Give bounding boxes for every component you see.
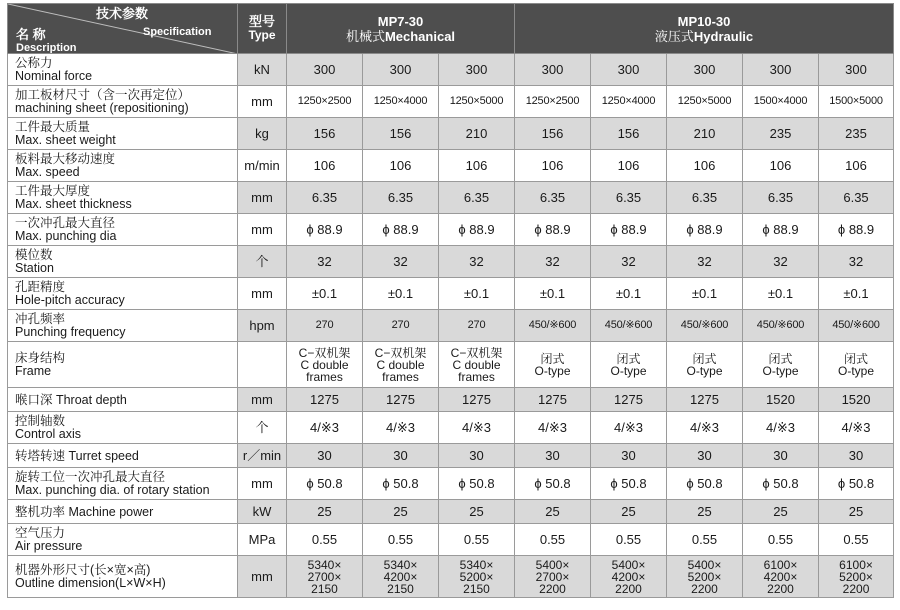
description-header-cell xyxy=(8,4,238,54)
value-cell: 32 xyxy=(591,246,667,278)
table-row xyxy=(8,468,894,500)
table-row xyxy=(8,444,894,468)
table-row xyxy=(8,278,894,310)
value-cell: 0.55 xyxy=(515,524,591,556)
unit-cell: m/min xyxy=(238,150,287,182)
value-line: O-type xyxy=(534,363,571,378)
value-cell: ϕ 50.8 xyxy=(591,468,667,500)
value-line: 2700× xyxy=(535,569,570,584)
value-cell: 25 xyxy=(743,500,819,524)
unit-cell: mm xyxy=(238,278,287,310)
value-cell: 6.35 xyxy=(667,182,743,214)
header-row xyxy=(8,4,894,54)
value-line: O-type xyxy=(610,363,647,378)
table-row xyxy=(8,118,894,150)
value-cell: 6.35 xyxy=(743,182,819,214)
value-cell: 1275 xyxy=(287,388,363,412)
value-cell xyxy=(667,556,743,598)
model-group-mp10-30 xyxy=(515,4,894,54)
value-cell: 106 xyxy=(819,150,894,182)
value-cell: 1250×4000 xyxy=(591,86,667,118)
value-line: 4200× xyxy=(763,569,798,584)
value-cell: 25 xyxy=(819,500,894,524)
value-cell xyxy=(363,342,439,388)
value-cell: 6.35 xyxy=(287,182,363,214)
value-cell: ±0.1 xyxy=(743,278,819,310)
value-cell: ϕ 88.9 xyxy=(439,214,515,246)
value-cell: 25 xyxy=(439,500,515,524)
value-cell: 4/※3 xyxy=(667,412,743,444)
value-line: O-type xyxy=(686,363,723,378)
value-cell: 300 xyxy=(667,54,743,86)
value-cell: 4/※3 xyxy=(743,412,819,444)
value-cell: 1275 xyxy=(363,388,439,412)
row-label-en: Punching frequency xyxy=(15,324,126,339)
value-cell: ±0.1 xyxy=(667,278,743,310)
row-label-cell xyxy=(8,468,238,500)
table-row xyxy=(8,150,894,182)
value-cell: 32 xyxy=(287,246,363,278)
value-cell: ϕ 88.9 xyxy=(515,214,591,246)
table-row xyxy=(8,182,894,214)
value-cell: ±0.1 xyxy=(819,278,894,310)
row-label-zh: 模位数 xyxy=(15,247,53,262)
value-line: 闭式 xyxy=(844,351,869,366)
value-cell: 0.55 xyxy=(667,524,743,556)
unit-cell: hpm xyxy=(238,310,287,342)
value-cell: ϕ 50.8 xyxy=(743,468,819,500)
value-cell: 30 xyxy=(591,444,667,468)
spec-en-label: Specification xyxy=(143,26,212,38)
value-cell: 4/※3 xyxy=(515,412,591,444)
value-line: 5340× xyxy=(459,557,494,572)
value-line: C−双机架 xyxy=(298,345,351,360)
row-label-cell xyxy=(8,412,238,444)
unit-cell: mm xyxy=(238,86,287,118)
value-line: 5200× xyxy=(687,569,722,584)
value-line: 5400× xyxy=(535,557,570,572)
value-cell: 1520 xyxy=(819,388,894,412)
model-kind: 机械式Mechanical xyxy=(345,28,456,44)
spec-table-container xyxy=(7,3,893,607)
value-cell: ϕ 88.9 xyxy=(667,214,743,246)
value-cell: 1500×5000 xyxy=(819,86,894,118)
row-label-zh: 孔距精度 xyxy=(15,279,66,294)
value-line: 2150 xyxy=(311,581,338,596)
row-label-en: Max. punching dia. of rotary station xyxy=(15,482,210,497)
value-cell: ±0.1 xyxy=(363,278,439,310)
value-line: O-type xyxy=(838,363,875,378)
value-cell: 1250×2500 xyxy=(287,86,363,118)
value-line: 闭式 xyxy=(768,351,793,366)
row-label-cell xyxy=(8,342,238,388)
value-cell: 270 xyxy=(439,310,515,342)
value-cell: 25 xyxy=(363,500,439,524)
value-cell: 300 xyxy=(591,54,667,86)
value-line: 2200 xyxy=(615,581,642,596)
value-line: 5340× xyxy=(307,557,342,572)
table-row xyxy=(8,342,894,388)
value-line: O-type xyxy=(762,363,799,378)
value-cell: 4/※3 xyxy=(363,412,439,444)
row-label-zh: 加工板材尺寸（含一次再定位） xyxy=(15,87,191,102)
value-cell: ϕ 88.9 xyxy=(743,214,819,246)
value-line: 5340× xyxy=(383,557,418,572)
value-line: 6100× xyxy=(763,557,798,572)
value-cell: 25 xyxy=(515,500,591,524)
table-row xyxy=(8,412,894,444)
value-cell: ϕ 88.9 xyxy=(287,214,363,246)
value-cell: 1520 xyxy=(743,388,819,412)
row-label-en: Outline dimension(L×W×H) xyxy=(15,575,166,590)
value-cell: 4/※3 xyxy=(439,412,515,444)
value-line: 5400× xyxy=(687,557,722,572)
value-cell: ϕ 88.9 xyxy=(363,214,439,246)
value-cell: 300 xyxy=(743,54,819,86)
value-line: 2200 xyxy=(691,581,718,596)
row-label-cell xyxy=(8,524,238,556)
row-label-cell xyxy=(8,86,238,118)
value-cell: 1275 xyxy=(515,388,591,412)
value-cell: 0.55 xyxy=(743,524,819,556)
value-cell: 25 xyxy=(287,500,363,524)
row-label-cell xyxy=(8,556,238,598)
row-label-cell xyxy=(8,444,238,468)
value-cell: 106 xyxy=(515,150,591,182)
row-label-cell xyxy=(8,182,238,214)
unit-cell: 个 xyxy=(238,412,287,444)
value-cell: ϕ 88.9 xyxy=(591,214,667,246)
row-label-cell xyxy=(8,150,238,182)
value-cell: ϕ 50.8 xyxy=(515,468,591,500)
row-label-zh: 机器外形尺寸(长×宽×高) xyxy=(15,562,151,577)
value-cell: 1250×4000 xyxy=(363,86,439,118)
value-line: frames xyxy=(306,369,343,384)
value-line: 4200× xyxy=(611,569,646,584)
value-cell: 1500×4000 xyxy=(743,86,819,118)
value-cell: 0.55 xyxy=(591,524,667,556)
unit-cell: mm xyxy=(238,468,287,500)
table-row xyxy=(8,54,894,86)
value-cell: 30 xyxy=(363,444,439,468)
value-cell xyxy=(743,556,819,598)
unit-cell: kg xyxy=(238,118,287,150)
value-cell: 156 xyxy=(515,118,591,150)
description-en-label: Description xyxy=(16,42,77,54)
model-kind: 液压式Hydraulic xyxy=(654,28,754,44)
row-label-cell xyxy=(8,214,238,246)
row-label-zh: 空气压力 xyxy=(15,525,66,540)
value-cell: 0.55 xyxy=(439,524,515,556)
unit-cell: mm xyxy=(238,388,287,412)
value-cell xyxy=(667,342,743,388)
value-cell: 1250×5000 xyxy=(667,86,743,118)
value-line: frames xyxy=(458,369,495,384)
unit-cell: kW xyxy=(238,500,287,524)
value-cell: 1275 xyxy=(439,388,515,412)
row-label-en: Air pressure xyxy=(15,538,83,553)
row-label-en: Nominal force xyxy=(15,68,93,83)
row-label-zh: 冲孔频率 xyxy=(15,311,66,326)
value-cell: ϕ 50.8 xyxy=(363,468,439,500)
value-line: 2700× xyxy=(307,569,342,584)
row-label-en: Max. punching dia xyxy=(15,228,117,243)
value-cell: 270 xyxy=(363,310,439,342)
row-label-zh: 工件最大质量 xyxy=(15,119,91,134)
value-cell: ϕ 50.8 xyxy=(287,468,363,500)
value-cell xyxy=(743,342,819,388)
value-cell: 106 xyxy=(287,150,363,182)
value-cell: ±0.1 xyxy=(515,278,591,310)
value-cell xyxy=(515,556,591,598)
value-cell: 300 xyxy=(363,54,439,86)
value-cell: 30 xyxy=(667,444,743,468)
value-cell: 4/※3 xyxy=(287,412,363,444)
unit-cell: mm xyxy=(238,182,287,214)
value-cell: ±0.1 xyxy=(439,278,515,310)
row-label-en: Frame xyxy=(15,363,52,378)
value-line: 2200 xyxy=(539,581,566,596)
table-row xyxy=(8,310,894,342)
value-cell: 106 xyxy=(591,150,667,182)
row-label-zh: 公称力 xyxy=(15,55,53,70)
value-cell: 210 xyxy=(667,118,743,150)
row-label-zh: 一次冲孔最大直径 xyxy=(15,215,116,230)
row-label-cell xyxy=(8,500,238,524)
unit-cell: 个 xyxy=(238,246,287,278)
value-line: 2150 xyxy=(463,581,490,596)
unit-cell: r／min xyxy=(238,444,287,468)
row-label: 喉口深 Throat depth xyxy=(15,392,127,407)
value-cell: 450/※600 xyxy=(743,310,819,342)
value-cell: ϕ 50.8 xyxy=(819,468,894,500)
value-cell: 30 xyxy=(743,444,819,468)
value-cell xyxy=(439,342,515,388)
row-label-zh: 板料最大移动速度 xyxy=(15,151,116,166)
row-label-zh: 旋转工位一次冲孔最大直径 xyxy=(15,469,166,484)
value-line: 闭式 xyxy=(616,351,641,366)
row-label: 整机功率 Machine power xyxy=(15,504,154,519)
value-cell: 106 xyxy=(439,150,515,182)
value-cell xyxy=(515,342,591,388)
value-cell: ±0.1 xyxy=(287,278,363,310)
value-cell: 32 xyxy=(515,246,591,278)
table-row xyxy=(8,500,894,524)
value-line: 5200× xyxy=(839,569,873,584)
value-cell: 210 xyxy=(439,118,515,150)
value-cell: 4/※3 xyxy=(591,412,667,444)
row-label-cell xyxy=(8,54,238,86)
value-line: C double xyxy=(376,357,425,372)
value-cell xyxy=(819,342,894,388)
type-en-label: Type xyxy=(248,28,276,42)
row-label-en: Hole-pitch accuracy xyxy=(15,292,125,307)
value-cell: ϕ 88.9 xyxy=(819,214,894,246)
value-line: C−双机架 xyxy=(374,345,427,360)
value-cell: 270 xyxy=(287,310,363,342)
value-cell: 106 xyxy=(743,150,819,182)
value-line: 6100× xyxy=(839,557,873,572)
value-cell: 156 xyxy=(287,118,363,150)
value-cell: 156 xyxy=(591,118,667,150)
table-row xyxy=(8,524,894,556)
row-label-en: Max. sheet thickness xyxy=(15,196,132,211)
table-row xyxy=(8,246,894,278)
row-label-cell xyxy=(8,388,238,412)
value-cell: 300 xyxy=(287,54,363,86)
value-cell: ϕ 50.8 xyxy=(667,468,743,500)
table-row xyxy=(8,388,894,412)
value-line: 5400× xyxy=(611,557,646,572)
value-cell: 6.35 xyxy=(591,182,667,214)
value-cell: 1250×5000 xyxy=(439,86,515,118)
value-cell: 32 xyxy=(363,246,439,278)
value-line: 5200× xyxy=(459,569,494,584)
value-cell xyxy=(819,556,894,598)
value-cell: 0.55 xyxy=(287,524,363,556)
value-line: 2200 xyxy=(842,581,870,596)
unit-cell: MPa xyxy=(238,524,287,556)
value-cell: 1275 xyxy=(591,388,667,412)
row-label-cell xyxy=(8,118,238,150)
value-cell xyxy=(591,342,667,388)
value-cell: 235 xyxy=(819,118,894,150)
value-cell: 450/※600 xyxy=(515,310,591,342)
value-cell xyxy=(363,556,439,598)
value-cell xyxy=(287,556,363,598)
value-cell: 32 xyxy=(667,246,743,278)
row-label-zh: 控制轴数 xyxy=(15,413,66,428)
value-line: 闭式 xyxy=(692,351,717,366)
row-label: 转塔转速 Turret speed xyxy=(15,448,139,463)
type-zh-label: 型号 xyxy=(248,14,275,29)
row-label-en: Station xyxy=(15,260,54,275)
value-cell: 25 xyxy=(667,500,743,524)
value-cell: 32 xyxy=(819,246,894,278)
value-cell: 106 xyxy=(363,150,439,182)
value-cell: 4/※3 xyxy=(819,412,894,444)
table-row xyxy=(8,86,894,118)
value-cell: 32 xyxy=(439,246,515,278)
value-cell: 1275 xyxy=(667,388,743,412)
value-cell: 6.35 xyxy=(439,182,515,214)
unit-cell xyxy=(238,342,287,388)
table-row xyxy=(8,556,894,598)
value-line: C double xyxy=(300,357,349,372)
row-label-cell xyxy=(8,246,238,278)
value-cell: 30 xyxy=(819,444,894,468)
value-cell xyxy=(287,342,363,388)
value-cell: 156 xyxy=(363,118,439,150)
value-cell: 25 xyxy=(591,500,667,524)
value-cell: 32 xyxy=(743,246,819,278)
row-label-en: Max. speed xyxy=(15,164,80,179)
value-cell: 6.35 xyxy=(819,182,894,214)
row-label-zh: 床身结构 xyxy=(15,350,66,365)
specification-table xyxy=(7,3,894,598)
value-cell: 235 xyxy=(743,118,819,150)
value-cell: 30 xyxy=(439,444,515,468)
row-label-zh: 工件最大厚度 xyxy=(15,183,91,198)
value-cell: ϕ 50.8 xyxy=(439,468,515,500)
row-label-en: machining sheet (repositioning) xyxy=(15,100,189,115)
value-cell: 1250×2500 xyxy=(515,86,591,118)
value-cell: 0.55 xyxy=(819,524,894,556)
name-zh-label: 名 称 xyxy=(16,27,46,42)
type-header-cell xyxy=(238,4,287,54)
value-cell: 300 xyxy=(439,54,515,86)
value-line: C double xyxy=(452,357,501,372)
unit-cell: kN xyxy=(238,54,287,86)
value-cell: ±0.1 xyxy=(591,278,667,310)
spec-zh-label: 技术参数 xyxy=(96,6,149,21)
value-line: C−双机架 xyxy=(450,345,503,360)
unit-cell: mm xyxy=(238,214,287,246)
value-line: frames xyxy=(382,369,419,384)
value-cell: 6.35 xyxy=(363,182,439,214)
row-label-cell xyxy=(8,278,238,310)
value-line: 4200× xyxy=(383,569,418,584)
value-line: 闭式 xyxy=(540,351,565,366)
row-label-en: Control axis xyxy=(15,426,81,441)
model-name: MP10-30 xyxy=(677,13,731,29)
value-cell: 300 xyxy=(515,54,591,86)
unit-cell: mm xyxy=(238,556,287,598)
value-cell: 30 xyxy=(287,444,363,468)
value-cell xyxy=(591,556,667,598)
value-cell: 30 xyxy=(515,444,591,468)
value-cell: 300 xyxy=(819,54,894,86)
table-row xyxy=(8,214,894,246)
value-line: 2150 xyxy=(387,581,414,596)
row-label-en: Max. sheet weight xyxy=(15,132,116,147)
value-cell: 106 xyxy=(667,150,743,182)
value-cell: 0.55 xyxy=(363,524,439,556)
value-cell: 450/※600 xyxy=(819,310,894,342)
value-cell: 450/※600 xyxy=(667,310,743,342)
value-cell: 450/※600 xyxy=(591,310,667,342)
model-name: MP7-30 xyxy=(377,13,424,29)
value-line: 2200 xyxy=(767,581,794,596)
value-cell xyxy=(439,556,515,598)
value-cell: 6.35 xyxy=(515,182,591,214)
row-label-cell xyxy=(8,310,238,342)
model-group-mp7-30 xyxy=(287,4,515,54)
